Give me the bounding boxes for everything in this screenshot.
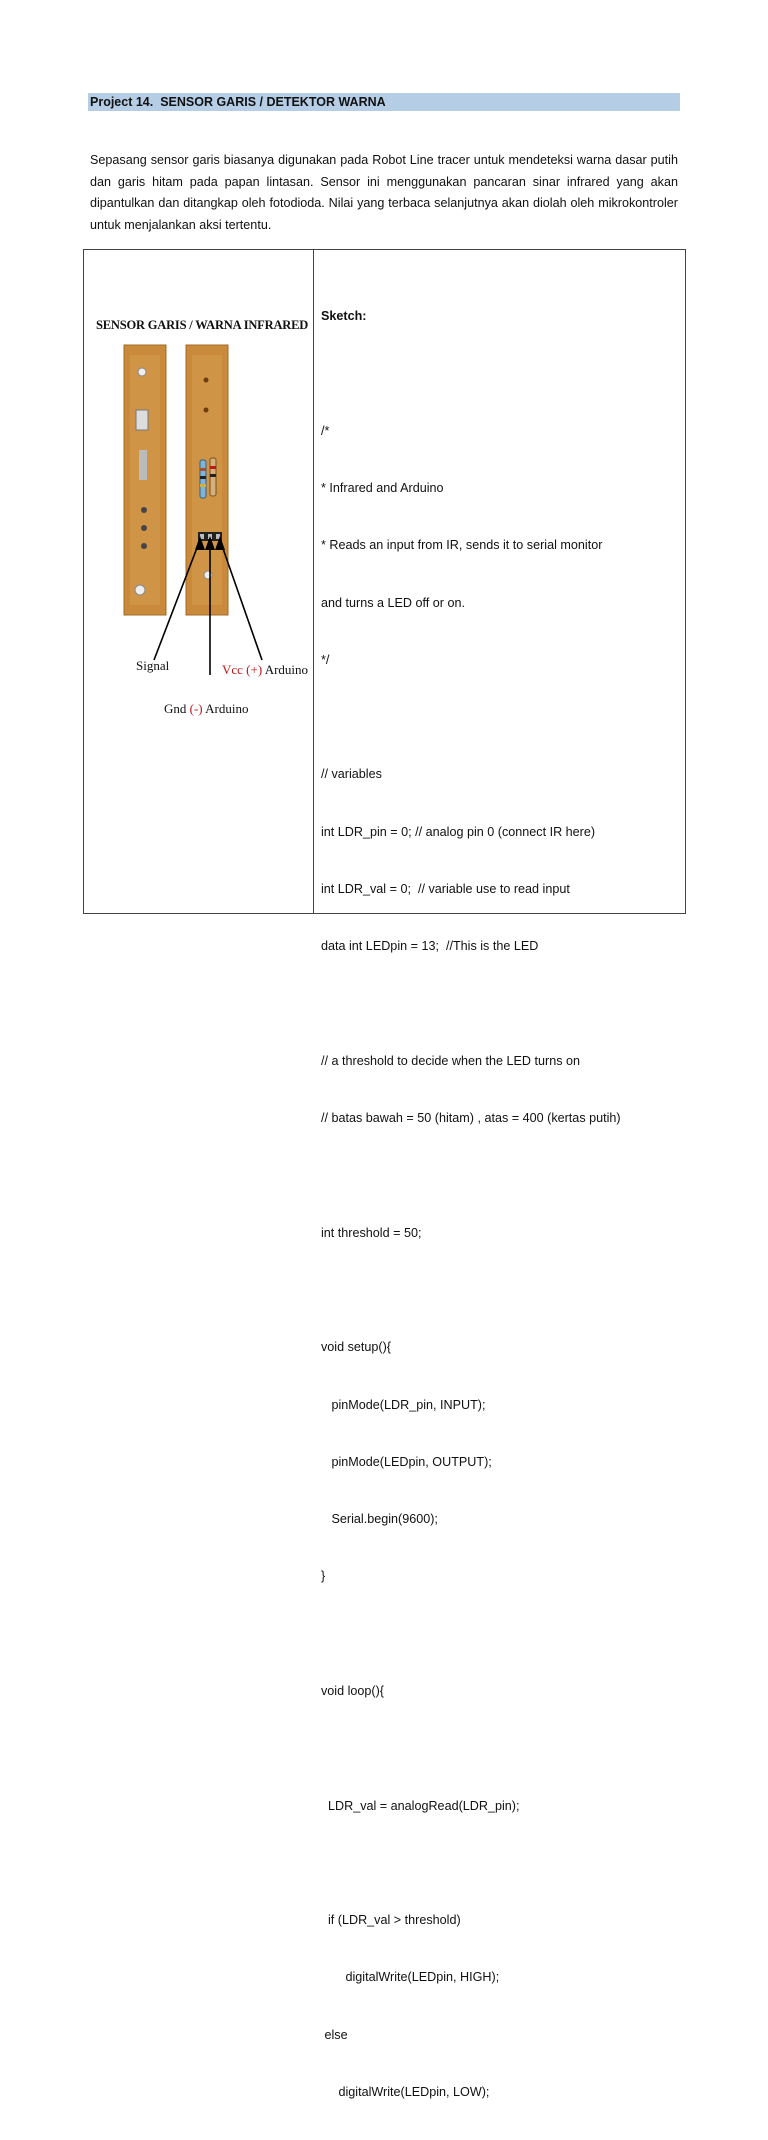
- vcc-suffix: Arduino: [262, 662, 309, 677]
- sketch-code: [321, 269, 621, 2140]
- code-line: // a threshold to decide when the LED turns on: [321, 1053, 581, 1068]
- code-line: */: [321, 652, 330, 667]
- code-line: Serial.begin(9600);: [321, 1512, 438, 1527]
- code-line: [321, 1166, 621, 1185]
- code-line: [321, 1281, 621, 1300]
- code-line: pinMode(LDR_pin, INPUT);: [321, 1397, 486, 1412]
- content-table: [83, 249, 686, 2099]
- code-line: pinMode(LEDpin, OUTPUT);: [321, 1454, 492, 1469]
- code-line: void setup(){: [321, 1340, 392, 1355]
- figure-title: SENSOR GARIS / WARNA INFRARED: [96, 318, 309, 332]
- code-line: void loop(){: [321, 1683, 385, 1698]
- intro-paragraph-container: [90, 150, 678, 236]
- project-title: SENSOR GARIS / DETEKTOR WARNA: [160, 95, 386, 109]
- code-line: [321, 1739, 621, 1758]
- code-line: [321, 1854, 621, 1873]
- project-title-bar: [88, 93, 680, 111]
- code-line: digitalWrite(LEDpin, HIGH);: [321, 1970, 500, 1985]
- vcc-label: [222, 662, 308, 678]
- gnd-suffix: Arduino: [202, 701, 249, 716]
- signal-label: Signal: [136, 658, 170, 673]
- code-line: // batas bawah = 50 (hitam) , atas = 400 (kertas putih): [321, 1111, 621, 1126]
- code-line: else: [321, 2027, 348, 2042]
- gnd-label: [164, 701, 249, 717]
- code-cell: [314, 250, 686, 2099]
- code-line: int threshold = 50;: [321, 1225, 422, 1240]
- sketch-heading: Sketch:: [321, 309, 367, 324]
- code-line: * Reads an input from IR, sends it to serial monitor: [321, 538, 603, 553]
- code-line: int LDR_val = 0; // variable use to read input: [321, 882, 570, 896]
- figure-cell: [84, 250, 314, 914]
- code-line: data int LEDpin = 13; //This is the LED: [321, 939, 539, 954]
- code-line: [321, 708, 621, 727]
- gnd-prefix: Gnd: [164, 701, 190, 716]
- code-line: [321, 1625, 621, 1644]
- project-label: Project 14.: [90, 95, 154, 109]
- intro-paragraph: Sepasang sensor garis biasanya digunakan pada Robot Line tracer untuk mendeteksi warna dasar putih dan garis hitam pada papan lintasan. Sensor ini menggunakan pancaran sinar infrared yang akan dipantulkan dan ditangkap oleh fotodioda. Nilai yang terbaca selanjutnya akan diolah oleh mikrokontroler untuk menjalankan aksi tertentu.: [90, 153, 678, 232]
- gnd-mid: (-): [189, 701, 203, 716]
- code-line: [321, 364, 621, 383]
- code-line: if (LDR_val > threshold): [321, 1913, 461, 1928]
- code-line: [321, 995, 621, 1014]
- code-line: digitalWrite(LEDpin, LOW);: [321, 2084, 490, 2099]
- code-line: int LDR_pin = 0; // analog pin 0 (connect IR here): [321, 824, 596, 839]
- code-line: and turns a LED off or on.: [321, 595, 465, 610]
- vcc-prefix: Vcc (+): [222, 662, 263, 677]
- code-line: /*: [321, 423, 330, 438]
- code-line: LDR_val = analogRead(LDR_pin);: [321, 1798, 520, 1813]
- sensor-figure: [94, 310, 309, 730]
- code-line: // variables: [321, 767, 382, 782]
- code-line: * Infrared and Arduino: [321, 481, 444, 496]
- code-line: }: [321, 1569, 326, 1584]
